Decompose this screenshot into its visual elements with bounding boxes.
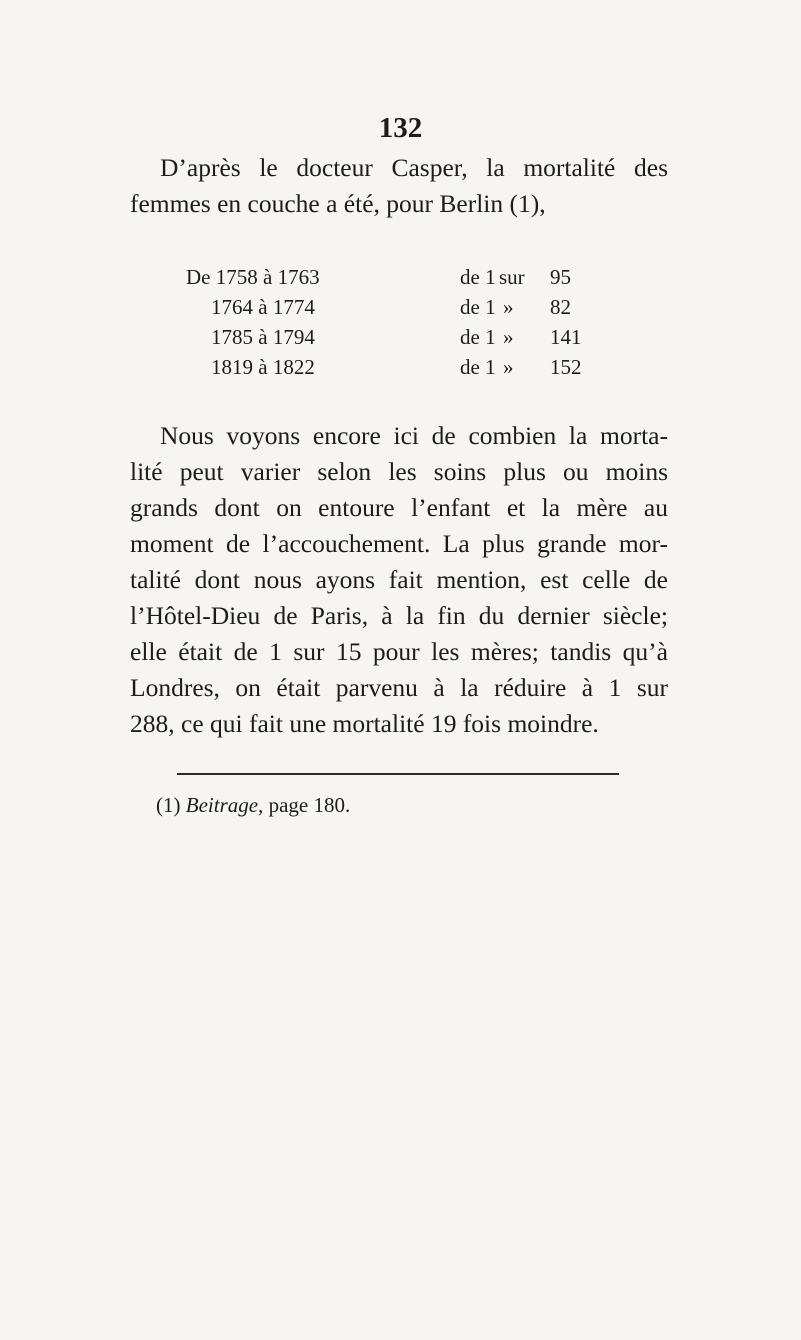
table-row (0, 292, 801, 322)
page-number: 132 (378, 112, 423, 144)
ditto-mark: » (503, 295, 514, 319)
body-line: Nous voyons encore ici de combien la morta- (160, 421, 668, 450)
body-line: moment de l’accouchement. La plus grande mor- (130, 529, 668, 558)
ratio-de-cell: de 1 (460, 295, 496, 319)
intro-paragraph (130, 150, 668, 222)
intro-line: femmes en couche a été, pour Berlin (1), (130, 189, 546, 218)
period-range: 1758 à 1763 (215, 265, 320, 289)
period-range: 1764 à 1774 (211, 295, 315, 319)
body-line: lité peut varier selon les soins plus ou moins (130, 457, 668, 486)
body-line: talité dont nous ayons fait mention, est celle de (130, 565, 668, 594)
ratio-value-cell: 141 (550, 325, 582, 349)
body-line: Londres, on était parvenu à la réduire à 1 sur (130, 673, 668, 702)
ratio-de-cell: de 1 (460, 355, 496, 379)
footnote-title: Beitrage, (185, 793, 264, 817)
period-range: 1785 à 1794 (211, 325, 315, 349)
ditto-mark: » (503, 325, 514, 349)
intro-line: D’après le docteur Casper, la mortalité des (160, 153, 668, 182)
period-prefix: De (186, 265, 211, 289)
footnote-page-ref: page 180. (268, 793, 351, 817)
table-row (0, 262, 801, 292)
body-paragraph (130, 418, 668, 742)
period-cell (186, 262, 320, 292)
table-row (0, 322, 801, 352)
ratio-value-cell: 152 (550, 355, 582, 379)
ratio-sur-cell: sur (499, 265, 525, 289)
ratio-de-cell: de 1 (460, 325, 496, 349)
footnote-marker: (1) (156, 793, 181, 817)
footnote-divider (177, 773, 619, 775)
ditto-mark: » (503, 355, 514, 379)
footnote (156, 790, 350, 820)
ratio-de-cell: de 1 (460, 265, 496, 289)
ratio-value-cell: 95 (550, 265, 571, 289)
body-line: elle était de 1 sur 15 pour les mères; tandis qu’à (130, 637, 668, 666)
body-line: 288, ce qui fait une mortalité 19 fois moindre. (130, 709, 599, 738)
ratio-value-cell: 82 (550, 295, 571, 319)
table-row (0, 352, 801, 382)
body-line: l’Hôtel-Dieu de Paris, à la fin du dernier siècle; (130, 601, 668, 630)
body-line: grands dont on entoure l’enfant et la mère au (130, 493, 668, 522)
period-range: 1819 à 1822 (211, 355, 315, 379)
